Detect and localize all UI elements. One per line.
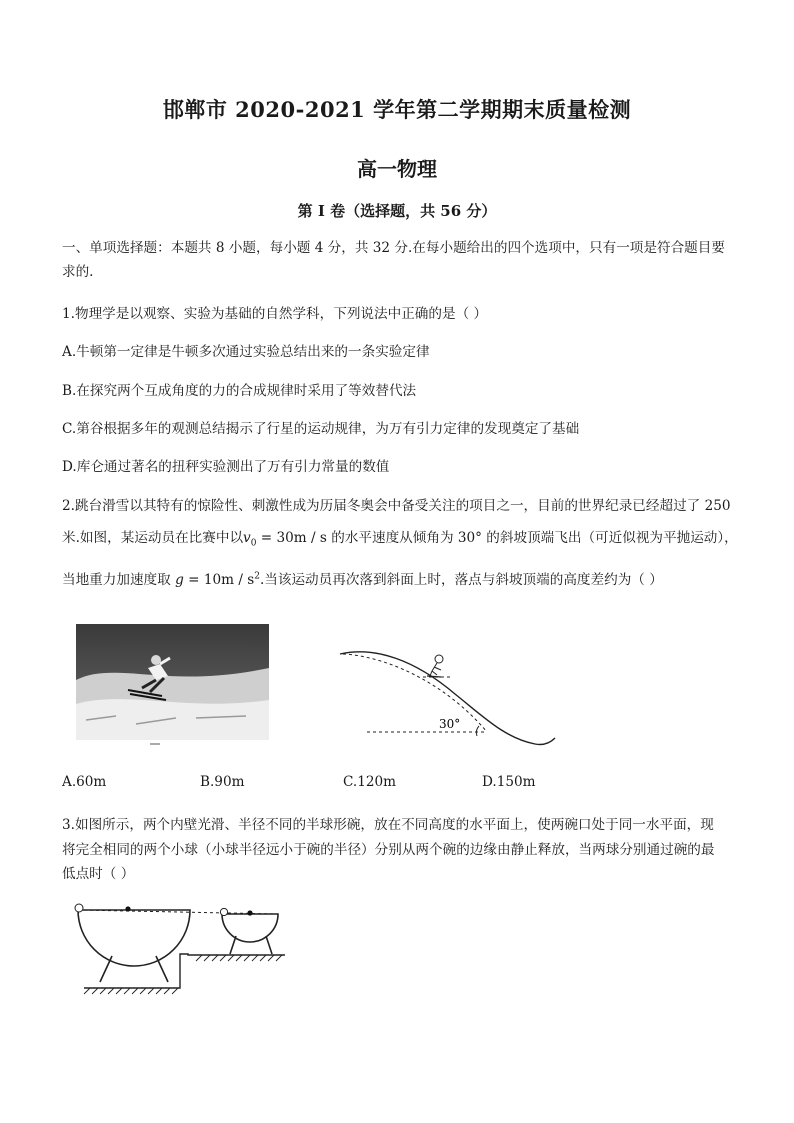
subject-title: 高一物理 [357, 157, 437, 181]
q2-option-c: C.120m [343, 774, 397, 790]
g-symbol: g [175, 572, 184, 588]
skier-figure [427, 655, 443, 677]
stepped-ground [84, 954, 285, 994]
section-title: 第 I 卷（选择题，共 56 分） [297, 202, 497, 220]
ski-jumper-photo [76, 620, 272, 752]
v0-subscript: 0 [250, 538, 257, 549]
small-bowl [220, 908, 278, 954]
q1-option-c: C.第谷根据多年的观测总结揭示了行星的运动规律，为万有引力定律的发现奠定了基础 [62, 421, 580, 437]
bowls-diagram [70, 898, 290, 1002]
ball-large-bowl [75, 904, 83, 912]
small-bowl-center-dot [247, 910, 252, 915]
q1-option-a: A.牛顿第一定律是牛顿多次通过实验总结出来的一条实验定律 [62, 344, 430, 360]
q2-line1: 2.跳台滑雪以其特有的惊险性、刺激性成为历届冬奥会中备受关注的项目之一，目前的世界纪录已经超过了 250 [62, 498, 731, 514]
q3-line3: 低点时（ ） [62, 866, 135, 882]
slope-diagram [335, 646, 560, 750]
q2-line3 [62, 568, 663, 588]
large-bowl [75, 904, 190, 982]
q2-line2 [62, 526, 738, 549]
q3-line1: 3.如图所示，两个内壁光滑、半径不同的半球形碗，放在不同高度的水平面上，使两碗口处于同一水平面，现 [62, 817, 714, 833]
q2-option-b: B.90m [200, 774, 245, 790]
g-unit-exponent: 2 [254, 571, 260, 582]
tangent-dashed-line [343, 654, 487, 732]
q2-line2-pre: 米.如图，某运动员在比赛中以 [62, 530, 244, 546]
q3-line2: 将完全相同的两个小球（小球半径远小于碗的半径）分别从两个碗的边缘由静止释放，当两球分别通过碗的最 [62, 842, 715, 858]
q2-option-a: A.60m [62, 774, 107, 790]
q1-stem: 1.物理学是以观察、实验为基础的自然学科，下列说法中正确的是（ ） [62, 306, 488, 322]
v0-symbol: v [243, 530, 251, 546]
q1-option-d: D.库仑通过著名的扭秤实验测出了万有引力常量的数值 [62, 459, 390, 475]
ball-small-bowl [220, 908, 227, 915]
q1-option-b: B.在探究两个互成角度的力的合成规律时采用了等效替代法 [62, 383, 417, 399]
q2-line3-pre: 当地重力加速度取 [62, 572, 176, 588]
instructions: 一、单项选择题：本题共 8 小题，每小题 4 分，共 32 分.在每小题给出的四个选项中，只有一项是符合题目要求的. [62, 240, 725, 280]
large-bowl-center-dot [125, 906, 130, 911]
q2-option-d: D.150m [482, 774, 536, 790]
angle-label: 30° [439, 717, 461, 731]
angle-arc [476, 726, 479, 736]
q2-line3-post: .当该运动员再次落到斜面上时，落点与斜坡顶端的高度差约为（ ） [259, 572, 663, 588]
q2-line3-mid: = 10m / s [183, 572, 255, 588]
exam-title: 邯郸市 2020-2021 学年第二学期期末质量检测 [162, 97, 632, 122]
q2-line2-mid: = 30m / s 的水平速度从倾角为 30° 的斜坡顶端飞出（可近似视为平抛运动）， [256, 530, 738, 546]
